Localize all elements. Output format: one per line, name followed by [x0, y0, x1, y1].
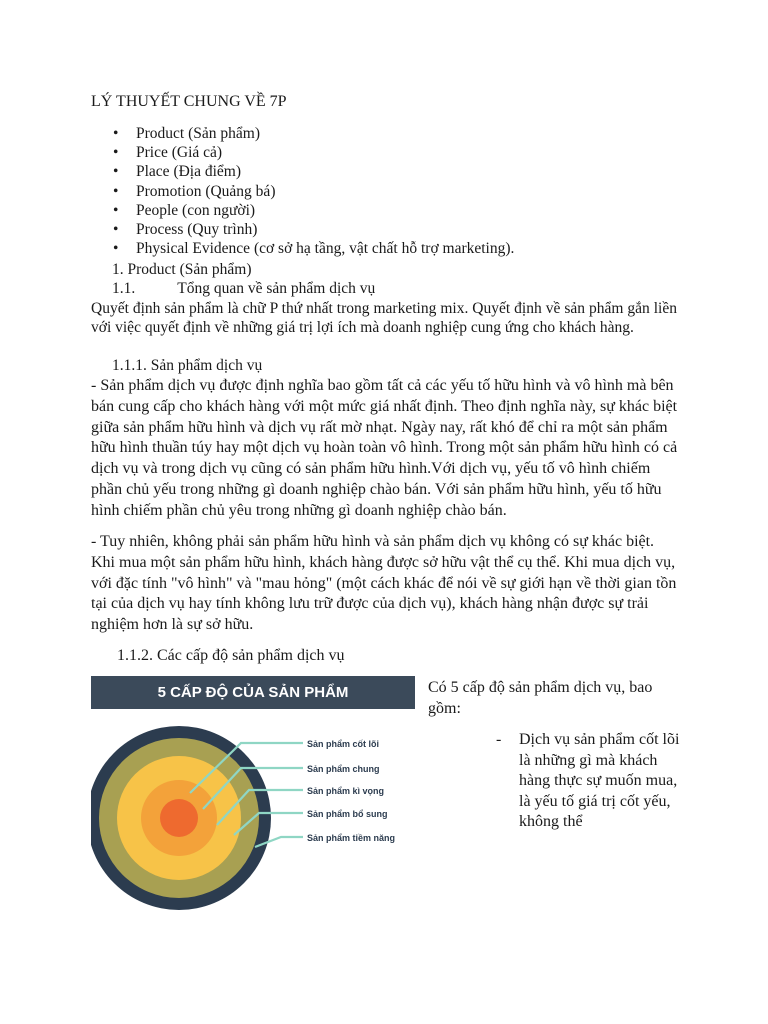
levels-list-item-text: Dịch vụ sản phẩm cốt lõi là những gì mà khách hàng thực sự muốn mua, là yếu tố giá trị cốt yếu, không thể	[519, 731, 680, 830]
level-label-chung: Sản phẩm chung	[307, 764, 380, 774]
ring-cot-loi	[160, 799, 198, 837]
seven-p-list	[91, 124, 514, 258]
section-heading-1: 1. Product (Sản phẩm)	[112, 261, 252, 278]
paragraph-difference: - Tuy nhiên, không phải sản phẩm hữu hình và sản phẩm dịch vụ không có sự khác biệt. Khi mua một sản phẩm hữu hình, khách hàng được sở hữu vật thể cụ thể. Khi mua dịch vụ, với đặc tính "vô hình" và "mau hỏng" (một cách khác để nói về sự giới hạn về thời gian tồn tại của dịch vụ hay tính không lưu trữ được của dịch vụ), khách hàng nhận được sự trải nghiệm hơn là sự sở hữu.	[91, 533, 677, 634]
figure-banner: 5 CẤP ĐỘ CỦA SẢN PHẨM	[91, 676, 415, 709]
list-item: • Process (Quy trình)	[91, 220, 514, 239]
list-item: • Price (Giá cả)	[91, 143, 514, 162]
section-heading-1-1-1: 1.1.1. Sản phẩm dịch vụ	[112, 357, 263, 374]
section-heading-1-1-2: 1.1.2. Các cấp độ sản phẩm dịch vụ	[117, 647, 345, 664]
section-number: 1.1.	[112, 280, 136, 297]
product-levels-diagram	[91, 709, 415, 918]
list-item: • Place (Địa điểm)	[91, 162, 514, 181]
section-heading-1-1	[112, 280, 375, 298]
dash-marker: -	[496, 731, 502, 748]
paragraph-definition: - Sản phẩm dịch vụ được định nghĩa bao gồm tất cả các yếu tố hữu hình và vô hình mà bên bán cung cấp cho khách hàng với một mức giá nhất định. Theo định nghĩa này, sự khác biệt giữa sản phẩm hữu hình và dịch vụ rất mờ nhạt. Ngày nay, rất khó để chỉ ra một sản phẩm hữu hình thuần túy hay một dịch vụ hoàn toàn vô hình. Trong một sản phẩm hữu hình có cả dịch vụ và trong dịch vụ cũng có sản phẩm hữu hình.Với dịch vụ, yếu tố vô hình chiếm phần chủ yếu trong những gì doanh nghiệp chào bán. Với sản phẩm hữu hình, yếu tố hữu hình chiếm phần chủ yêu trong những gì doanh nghiệp chào bán.	[91, 377, 678, 519]
level-label-ki-vong: Sản phẩm kì vọng	[307, 786, 385, 796]
level-label-tiem-nang: Sản phẩm tiềm năng	[307, 833, 396, 843]
level-label-bo-sung: Sản phẩm bổ sung	[307, 809, 388, 819]
levels-intro-text: Có 5 cấp độ sản phẩm dịch vụ, bao gồm:	[428, 679, 653, 717]
section-heading-text: Tổng quan về sản phẩm dịch vụ	[177, 280, 376, 297]
paragraph-intro: Quyết định sản phẩm là chữ P thứ nhất trong marketing mix. Quyết định về sản phẩm gắn liền với việc quyết định về những giá trị lợi ích mà doanh nghiệp cung ứng cho khách hàng.	[91, 300, 677, 336]
page-title: LÝ THUYẾT CHUNG VỀ 7P	[91, 93, 287, 110]
levels-list-item	[496, 730, 686, 833]
product-levels-figure	[91, 676, 415, 918]
list-item: • People (con người)	[91, 201, 514, 220]
list-item: • Physical Evidence (cơ sở hạ tầng, vật chất hỗ trợ marketing).	[91, 239, 514, 258]
level-label-cot-loi: Sản phẩm cốt lõi	[307, 739, 380, 749]
list-item: • Product (Sản phẩm)	[91, 124, 514, 143]
list-item: • Promotion (Quảng bá)	[91, 182, 514, 201]
